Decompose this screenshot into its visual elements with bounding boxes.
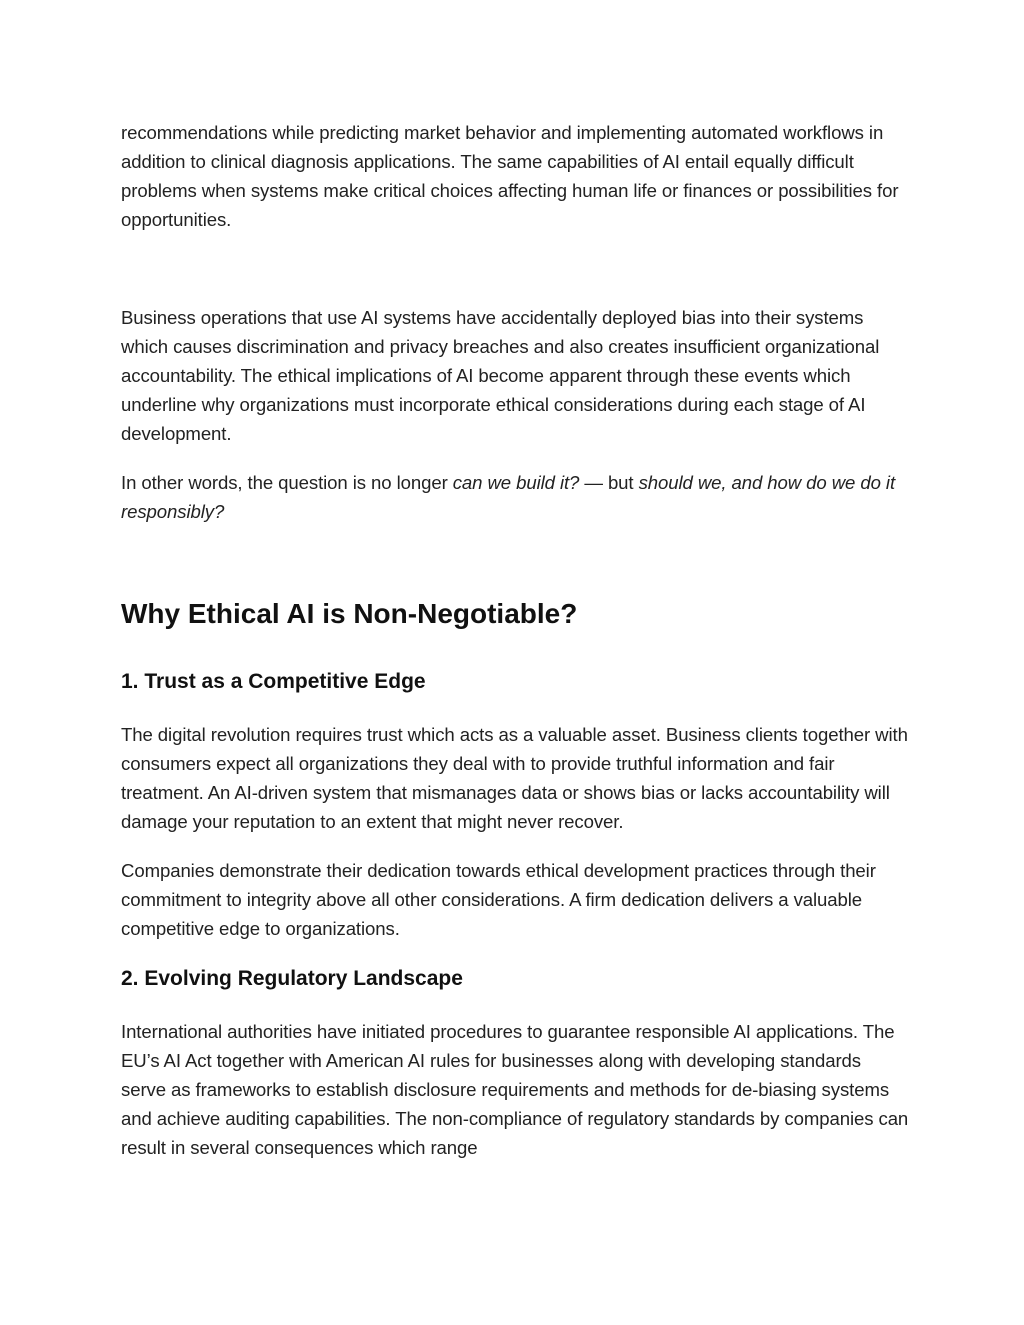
question-lead-text: In other words, the question is no longer [121,472,453,493]
question-italic-responsibly: should we, and how do we do it responsibly? [121,472,896,522]
paragraph-intro-continued: recommendations while predicting market behavior and implementing automated workflows in addition to clinical diagnosis applications. The same capabilities of AI entail equally difficult problems when systems make critical choices affecting human life or finances or possibilities for opportunities. [121,122,899,230]
paragraph-regulatory: International authorities have initiated procedures to guarantee responsible AI applications. The EU’s AI Act together with American AI rules for businesses along with developing standards serve as frameworks to establish disclosure requirements and methods for de-biasing systems and achieve auditing capabilities. The non-compliance of regulatory standards by companies can result in several consequences which range [121,1021,909,1158]
subheading-regulatory: 2. Evolving Regulatory Landscape [121,967,463,990]
question-italic-build: can we build it? [452,472,580,493]
subheading-trust: 1. Trust as a Competitive Edge [121,670,426,693]
section-heading-main: Why Ethical AI is Non-Negotiable? [121,598,578,629]
paragraph-question [121,468,911,526]
document-page [121,118,911,1162]
question-mid-text: — but [579,472,639,493]
paragraph-trust: The digital revolution requires trust which acts as a valuable asset. Business clients together with consumers expect all organizations they deal with to provide truthful information and fair treatment. An AI-driven system that mismanages data or shows bias or lacks accountability will damage your reputation to an extent that might never recover. [121,724,908,832]
paragraph-dedication: Companies demonstrate their dedication towards ethical development practices through their commitment to integrity above all other considerations. A firm dedication delivers a valuable competitive edge to organizations. [121,860,876,939]
paragraph-ai-bias: Business operations that use AI systems have accidentally deployed bias into their systems which causes discrimination and privacy breaches and also creates insufficient organizational accountability. The ethical implications of AI become apparent through these events which underline why organizations must incorporate ethical considerations during each stage of AI development. [121,307,880,444]
